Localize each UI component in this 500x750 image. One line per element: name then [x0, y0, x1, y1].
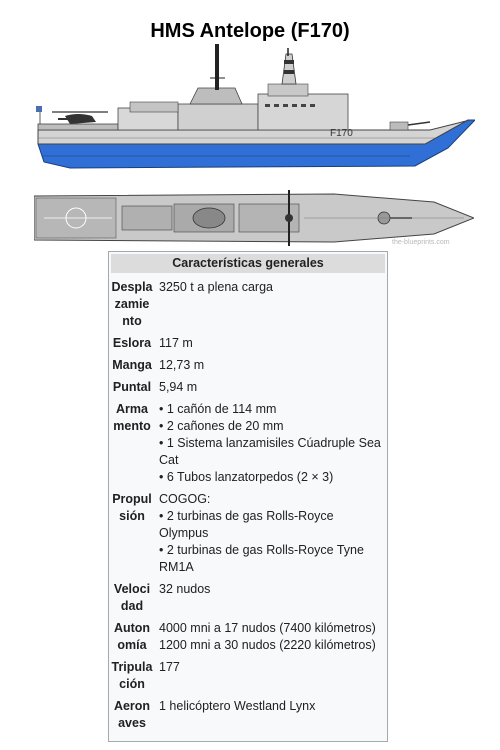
- label-line: Arma: [116, 402, 148, 416]
- infobox-row-value: [153, 620, 385, 654]
- infobox-row: [111, 357, 385, 374]
- infobox-row-value: [153, 279, 385, 330]
- label-line: sión: [119, 509, 145, 523]
- infobox-row-value: [153, 491, 385, 576]
- infobox-row-value: [153, 401, 385, 486]
- label-line: dad: [120, 599, 144, 613]
- infobox-row-label: [111, 357, 153, 374]
- label-line: Tripula: [111, 660, 153, 674]
- value-line: 1200 mni a 30 nudos (2220 kilómetros): [159, 638, 376, 652]
- page-title: HMS Antelope (F170): [150, 20, 350, 42]
- infobox-row-value: [153, 335, 385, 352]
- infobox-row: [111, 335, 385, 352]
- infobox-row: [111, 491, 385, 576]
- infobox-row-label: [111, 279, 153, 330]
- infobox-row: [111, 581, 385, 615]
- infobox-row-value: [153, 659, 385, 693]
- infobox-row: [111, 698, 385, 732]
- label-line: Despla: [111, 280, 153, 294]
- infobox-row-value: [153, 379, 385, 396]
- value-line: Cat: [159, 453, 179, 467]
- value-line: COGOG:: [159, 492, 211, 506]
- infobox-header: Características generales: [111, 254, 385, 273]
- infobox-row-value: [153, 698, 385, 732]
- infobox-row: [111, 620, 385, 654]
- label-line: Aeron: [113, 699, 151, 713]
- ship-top-view: [34, 190, 474, 246]
- value-line: 5,94 m: [159, 380, 198, 394]
- infobox-row-label: [111, 335, 153, 352]
- label-line: Auton: [113, 621, 151, 635]
- label-line: ción: [119, 677, 145, 691]
- value-line: RM1A: [159, 560, 194, 574]
- label-line: zamie: [114, 297, 150, 311]
- value-line: • 1 cañón de 114 mm: [159, 402, 277, 416]
- infobox-row-label: [111, 698, 153, 732]
- infobox-row-value: [153, 357, 385, 374]
- value-line: 117 m: [159, 336, 193, 350]
- infobox-row-label: [111, 379, 153, 396]
- label-line: Puntal: [112, 380, 152, 394]
- value-line: 12,73 m: [159, 358, 205, 372]
- value-line: 4000 mni a 17 nudos (7400 kilómetros): [159, 621, 376, 635]
- value-line: 32 nudos: [159, 582, 211, 596]
- value-line: 3250 t a plena carga: [159, 280, 273, 294]
- ship-side-view: [30, 44, 475, 176]
- infobox-row: [111, 401, 385, 486]
- infobox-row-label: [111, 401, 153, 486]
- value-line: 177: [159, 660, 180, 674]
- value-line: • 2 turbinas de gas Rolls-Royce Tyne: [159, 543, 364, 557]
- label-line: Veloci: [113, 582, 151, 596]
- label-line: mento: [113, 419, 151, 433]
- label-line: aves: [118, 716, 146, 730]
- value-line: Olympus: [159, 526, 209, 540]
- drawing-watermark: the-blueprints.com: [392, 239, 450, 246]
- value-line: 1 helicóptero Westland Lynx: [159, 699, 316, 713]
- infobox-row: [111, 379, 385, 396]
- infobox-rows: [111, 279, 385, 732]
- infobox-row: [111, 659, 385, 693]
- infobox-row-value: [153, 581, 385, 615]
- label-line: omía: [117, 638, 147, 652]
- label-line: Propul: [112, 492, 152, 506]
- infobox-row-label: [111, 581, 153, 615]
- infobox-row-label: [111, 491, 153, 576]
- value-line: • 2 turbinas de gas Rolls-Royce: [159, 509, 334, 523]
- value-line: • 6 Tubos lanzatorpedos (2 × 3): [159, 470, 334, 484]
- infobox: [108, 251, 388, 742]
- value-line: • 2 cañones de 20 mm: [159, 419, 284, 433]
- infobox-row-label: [111, 659, 153, 693]
- label-line: nto: [122, 314, 142, 328]
- label-line: Eslora: [112, 336, 152, 350]
- value-line: • 1 Sistema lanzamisiles Cúadruple Sea: [159, 436, 381, 450]
- helicopter-drawing: [52, 112, 108, 124]
- label-line: Manga: [112, 358, 152, 372]
- hull-number: F170: [330, 128, 353, 139]
- infobox-row-label: [111, 620, 153, 654]
- infobox-row: [111, 279, 385, 330]
